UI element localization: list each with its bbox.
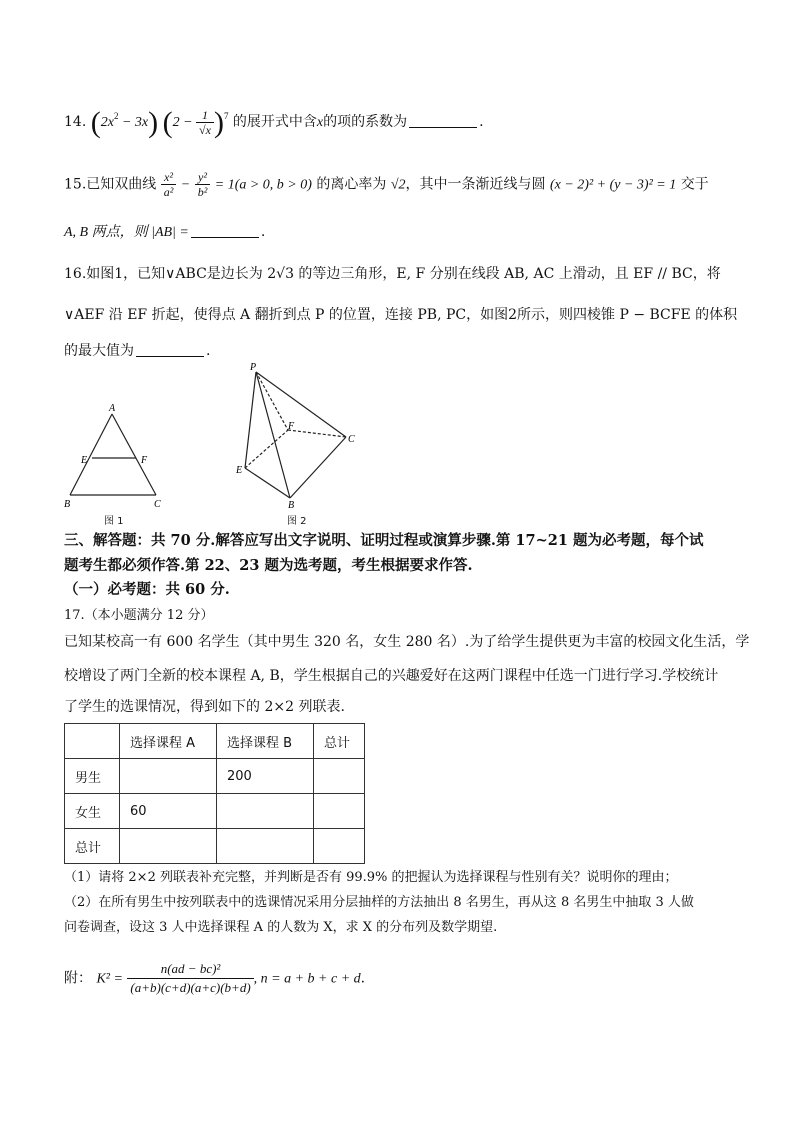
label-b: B (288, 500, 295, 510)
question-text: 15.已知双曲线 (64, 176, 157, 193)
question-16-line-3 (64, 341, 210, 361)
question-number: 14. (64, 114, 87, 130)
table-header-row (65, 724, 365, 759)
question-16-line-1 (64, 264, 721, 284)
question-15: 15.已知双曲线 $\frac{\text{x²}}{\text{a²}}$ − $\frac{\text{y²}}{\text{b²}}$ = 1(a > 0, b > 0) 的离心率为 √2，其中一条渐近线与圆 (x − 2)² + (y − 3)² = 1 交于 (64, 170, 709, 199)
formula-lhs: K² = (96, 971, 123, 987)
table-cell: 总计 (65, 829, 120, 864)
label-a: A (109, 403, 116, 414)
table-cell: 200 (217, 759, 314, 794)
table-cell (314, 829, 365, 864)
period: . (360, 970, 366, 987)
figure-2-caption: 图 2 (287, 516, 307, 527)
table-cell: 男生 (65, 759, 120, 794)
question-16-line-2 (64, 305, 737, 325)
question-17-paragraph-3: 了学生的选课情况，得到如下的 2×2 列联表. (64, 699, 345, 715)
question-17-part-2: （2）在所有男生中按列联表中的选课情况采用分层抽样的方法抽出 8 名男生，再从这 8 名男生中抽取 3 人做 (64, 895, 694, 910)
formula-tail: , n = a + b + c + d (253, 971, 361, 987)
question-17-paragraph-1: 已知某校高一有 600 名学生（其中男生 320 名，女生 280 名）.为了给学生提供更为丰富的校园文化生活，学 (64, 634, 750, 650)
formula-numerator: n(ad − bc)² (127, 960, 253, 979)
expression-factor-1: $(2x^2 - 3x)$ (90, 106, 159, 139)
eccentricity: √2 (390, 177, 406, 193)
table-header-cell (65, 724, 120, 759)
fraction-x: $\frac{\text{x²}}{\text{a²}}$ (161, 170, 177, 199)
appendix-label: 附： (64, 970, 92, 987)
edge-pc (256, 372, 346, 437)
section-3-heading-line-2: 题考生都必须作答.第 22、23 题为选考题，考生根据要求作答. (64, 557, 473, 574)
figure-2-pyramid (228, 360, 368, 510)
question-text: A, B 两点，则 |AB| = (64, 225, 189, 240)
figure-1-triangle (60, 400, 180, 512)
section-subheading: （一）必考题：共 60 分. (64, 581, 230, 598)
answer-blank[interactable] (409, 113, 477, 128)
table-cell (217, 794, 314, 829)
table-header-cell: 总计 (314, 724, 365, 759)
table-cell (314, 759, 365, 794)
expression-factor-2: (2 − $\frac{1}{√x}$ )$^7$ (162, 106, 229, 139)
section-3-heading: 三、解答题：共 70 分.解答应写出文字说明、证明过程或演算步骤.第 17~21 题为必考题，每个试 (64, 532, 704, 549)
label-e: E (81, 455, 88, 466)
table-header-cell: 选择课程 A (120, 724, 217, 759)
table-row (65, 759, 365, 794)
edge-ab (70, 414, 112, 495)
question-text: ∨AEF 沿 EF 折起，使得点 A 翻折到点 P 的位置，连接 PB, PC，如图2所示，则四棱锥 P − BCFE 的体积 (64, 307, 738, 323)
question-15-line-2 (64, 222, 265, 243)
period: . (206, 343, 211, 359)
table-row (65, 794, 365, 829)
question-text: 16.如图1，已知∨ABC是边长为 2√3 的等边三角形，E, F 分别在线段 AB, AC 上滑动，且 EF // BC，将 (64, 266, 721, 282)
period: . (479, 114, 484, 130)
circle-equation: (x − 2)² + (y − 3)² = 1 (549, 177, 677, 193)
edge-bc (290, 437, 346, 498)
question-text: 交于 (680, 176, 709, 193)
edge-pe (245, 372, 256, 468)
label-c: C (154, 499, 161, 510)
table-header-cell: 选择课程 B (217, 724, 314, 759)
fraction-y: $\frac{\text{y²}}{\text{b²}}$ (195, 170, 211, 199)
table-row (65, 829, 365, 864)
question-17-header: 17.（本小题满分 12 分） (64, 608, 214, 623)
question-text: 的离心率为 (316, 176, 387, 193)
question-17-part-2-line-2: 问卷调查，设这 3 人中选择课程 A 的人数为 X，求 X 的分布列及数学期望. (64, 920, 498, 935)
question-text: 的展开式中含 (232, 114, 317, 130)
answer-blank[interactable] (191, 223, 259, 238)
label-c: C (348, 434, 355, 445)
label-f: F (288, 421, 295, 432)
fraction: $\frac{1}{√x}$ (196, 108, 214, 137)
table-cell: 60 (120, 794, 217, 829)
question-text: 的最大值为 (64, 343, 134, 359)
question-14 (64, 106, 484, 137)
table-cell (120, 829, 217, 864)
edge-ac (112, 414, 156, 495)
table-cell (120, 759, 217, 794)
edge-pf (256, 372, 288, 430)
figure-1-caption: 图 1 (104, 516, 124, 527)
period: . (260, 224, 266, 240)
label-f: F (141, 455, 148, 466)
question-text: ，其中一条渐近线与圆 (405, 176, 546, 193)
label-p: P (250, 362, 257, 373)
table-cell: 女生 (65, 794, 120, 829)
formula-fraction (127, 960, 253, 997)
question-17-part-1: （1）请将 2×2 列联表补充完整，并判断是否有 99.9% 的把握认为选择课程与性别有关？说明你的理由； (64, 870, 678, 885)
question-text: 的项的系数为 (323, 114, 408, 130)
table-cell (217, 829, 314, 864)
label-e: E (236, 465, 243, 476)
answer-blank[interactable] (136, 342, 204, 357)
variable: x (316, 115, 324, 130)
table-cell (314, 794, 365, 829)
formula-denominator: (a+b)(c+d)(a+c)(b+d) (130, 980, 251, 995)
question-17-paragraph-2: 校增设了两门全新的校本课程 A, B，学生根据自己的兴趣爱好在这两门课程中任选一门进行学习.学校统计 (64, 668, 719, 684)
label-b: B (64, 499, 71, 510)
edge-ef (245, 430, 288, 468)
hyperbola-condition: = 1(a > 0, b > 0) (214, 177, 312, 193)
appendix-formula (64, 960, 365, 997)
contingency-table (64, 723, 365, 864)
